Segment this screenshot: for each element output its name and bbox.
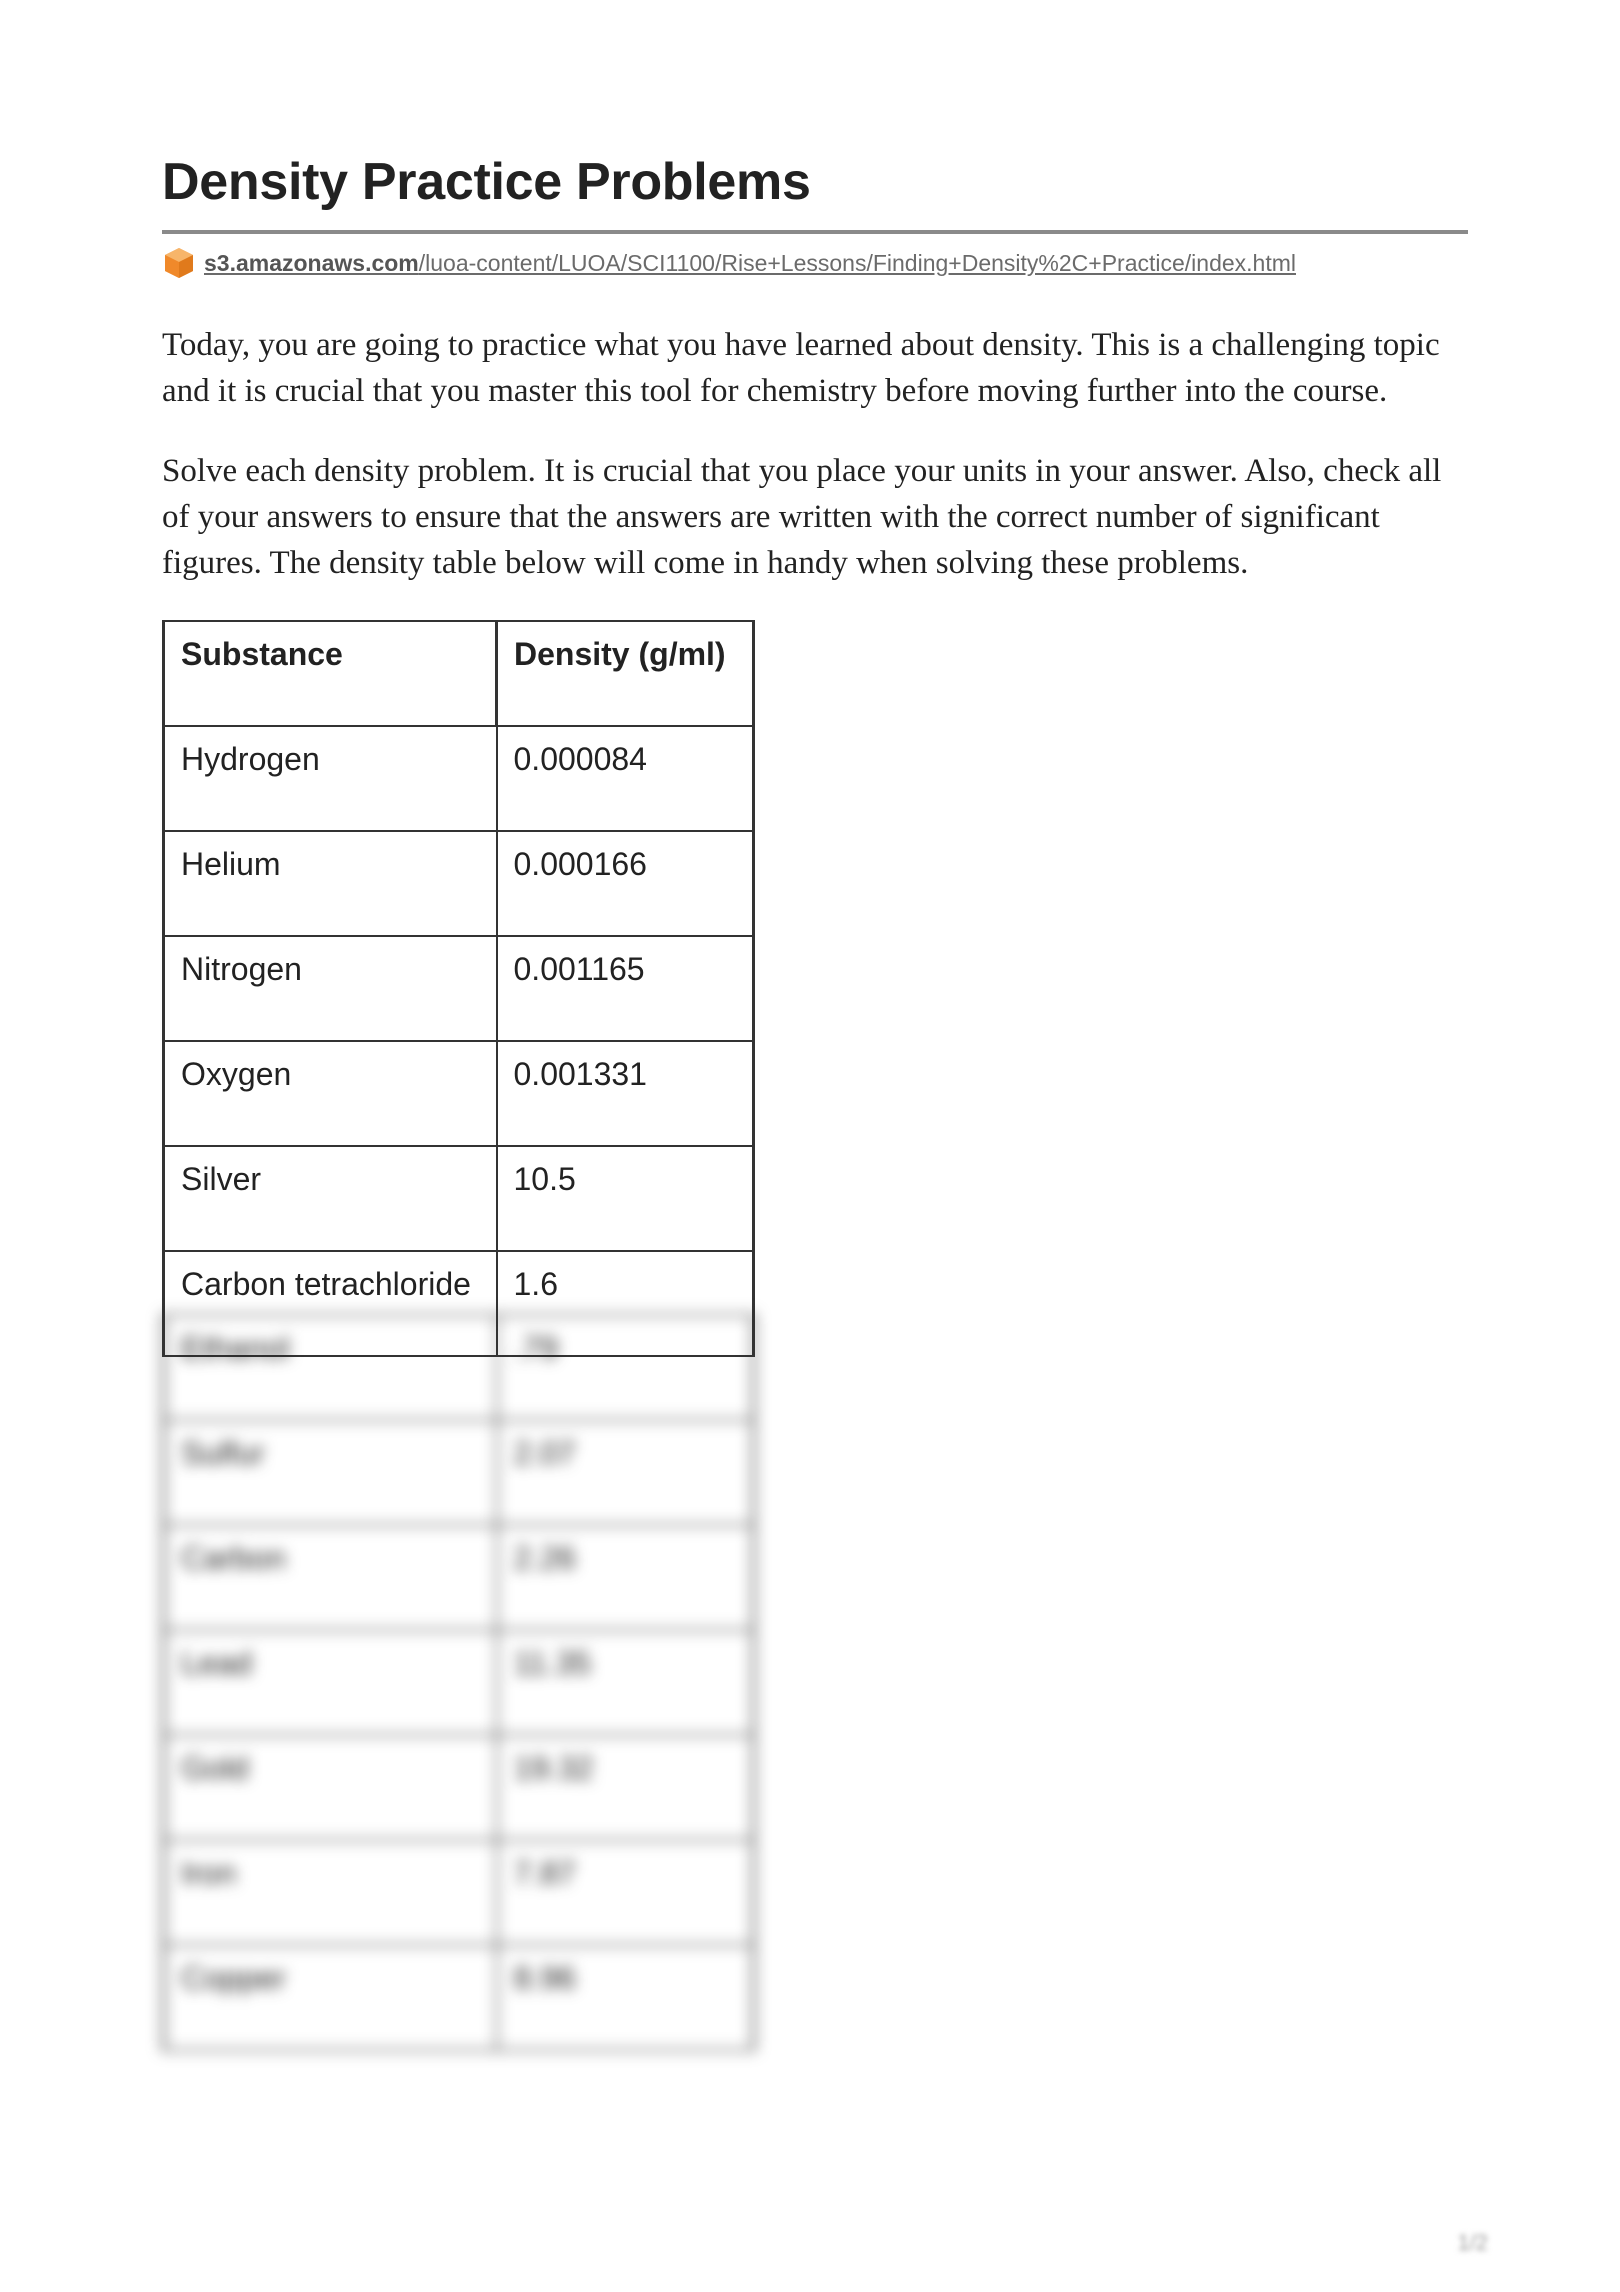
source-path: /luoa-content/LUOA/SCI1100/Rise+Lessons/Finding+Density%2C+Practice/index.html — [418, 249, 1296, 276]
substance-cell: Gold — [164, 1735, 497, 1840]
table-row — [164, 1146, 754, 1251]
density-cell: 10.5 — [497, 1146, 754, 1251]
substance-cell: Helium — [164, 831, 497, 936]
substance-cell: Sulfur — [164, 1420, 497, 1525]
density-cell: 0.000166 — [497, 831, 754, 936]
table-row — [164, 1315, 754, 1420]
table-row — [164, 1041, 754, 1146]
blurred-density-table — [162, 1314, 755, 2051]
table-row — [164, 1420, 754, 1525]
density-cell: 7.87 — [497, 1840, 754, 1945]
substance-cell: Nitrogen — [164, 936, 497, 1041]
blurred-table-section — [150, 1330, 770, 2204]
table-row — [164, 1840, 754, 1945]
table-row — [164, 1735, 754, 1840]
aws-cube-icon — [162, 246, 196, 280]
instructions-paragraph: Solve each density problem. It is crucial that you place your units in your answer. Also, check all of your answers to ensure that the answers are written with the correct number of significant figures. The density table below will come in handy when solving these problems. — [162, 453, 1442, 581]
table-row — [164, 726, 754, 831]
substance-cell: Silver — [164, 1146, 497, 1251]
table-row — [164, 936, 754, 1041]
density-cell: 2.07 — [497, 1420, 754, 1525]
substance-cell: Carbon tetrachloride — [164, 1251, 497, 1356]
table-row — [164, 1525, 754, 1630]
table-row — [164, 1630, 754, 1735]
table-header-row — [164, 621, 754, 726]
density-cell: 11.35 — [497, 1630, 754, 1735]
header-density: Density (g/ml) — [497, 621, 754, 726]
header-substance: Substance — [164, 621, 497, 726]
intro-paragraph: Today, you are going to practice what you have learned about density. This is a challenging topic and it is crucial that you master this tool for chemistry before moving further into the course. — [162, 327, 1440, 409]
source-link[interactable] — [204, 250, 1296, 277]
table-row — [164, 1945, 754, 2050]
title-divider — [162, 230, 1468, 234]
density-cell: .79 — [497, 1315, 754, 1420]
page-number: 1/2 — [1457, 2230, 1488, 2255]
substance-cell: Ethanol — [164, 1315, 497, 1420]
density-cell: 8.96 — [497, 1945, 754, 2050]
density-table — [162, 620, 755, 1357]
substance-cell: Carbon — [164, 1525, 497, 1630]
density-cell: 0.000084 — [497, 726, 754, 831]
source-domain: s3.amazonaws.com — [204, 249, 419, 276]
document-page — [162, 150, 1468, 1357]
density-cell: 19.32 — [497, 1735, 754, 1840]
table-row — [164, 831, 754, 936]
density-cell: 0.001331 — [497, 1041, 754, 1146]
page-title: Density Practice Problems — [162, 153, 811, 211]
substance-cell: Iron — [164, 1840, 497, 1945]
density-cell: 2.26 — [497, 1525, 754, 1630]
substance-cell: Oxygen — [164, 1041, 497, 1146]
substance-cell: Copper — [164, 1945, 497, 2050]
density-cell: 0.001165 — [497, 936, 754, 1041]
source-line — [162, 246, 1468, 280]
substance-cell: Lead — [164, 1630, 497, 1735]
density-cell: 1.6 — [497, 1251, 754, 1356]
substance-cell: Hydrogen — [164, 726, 497, 831]
